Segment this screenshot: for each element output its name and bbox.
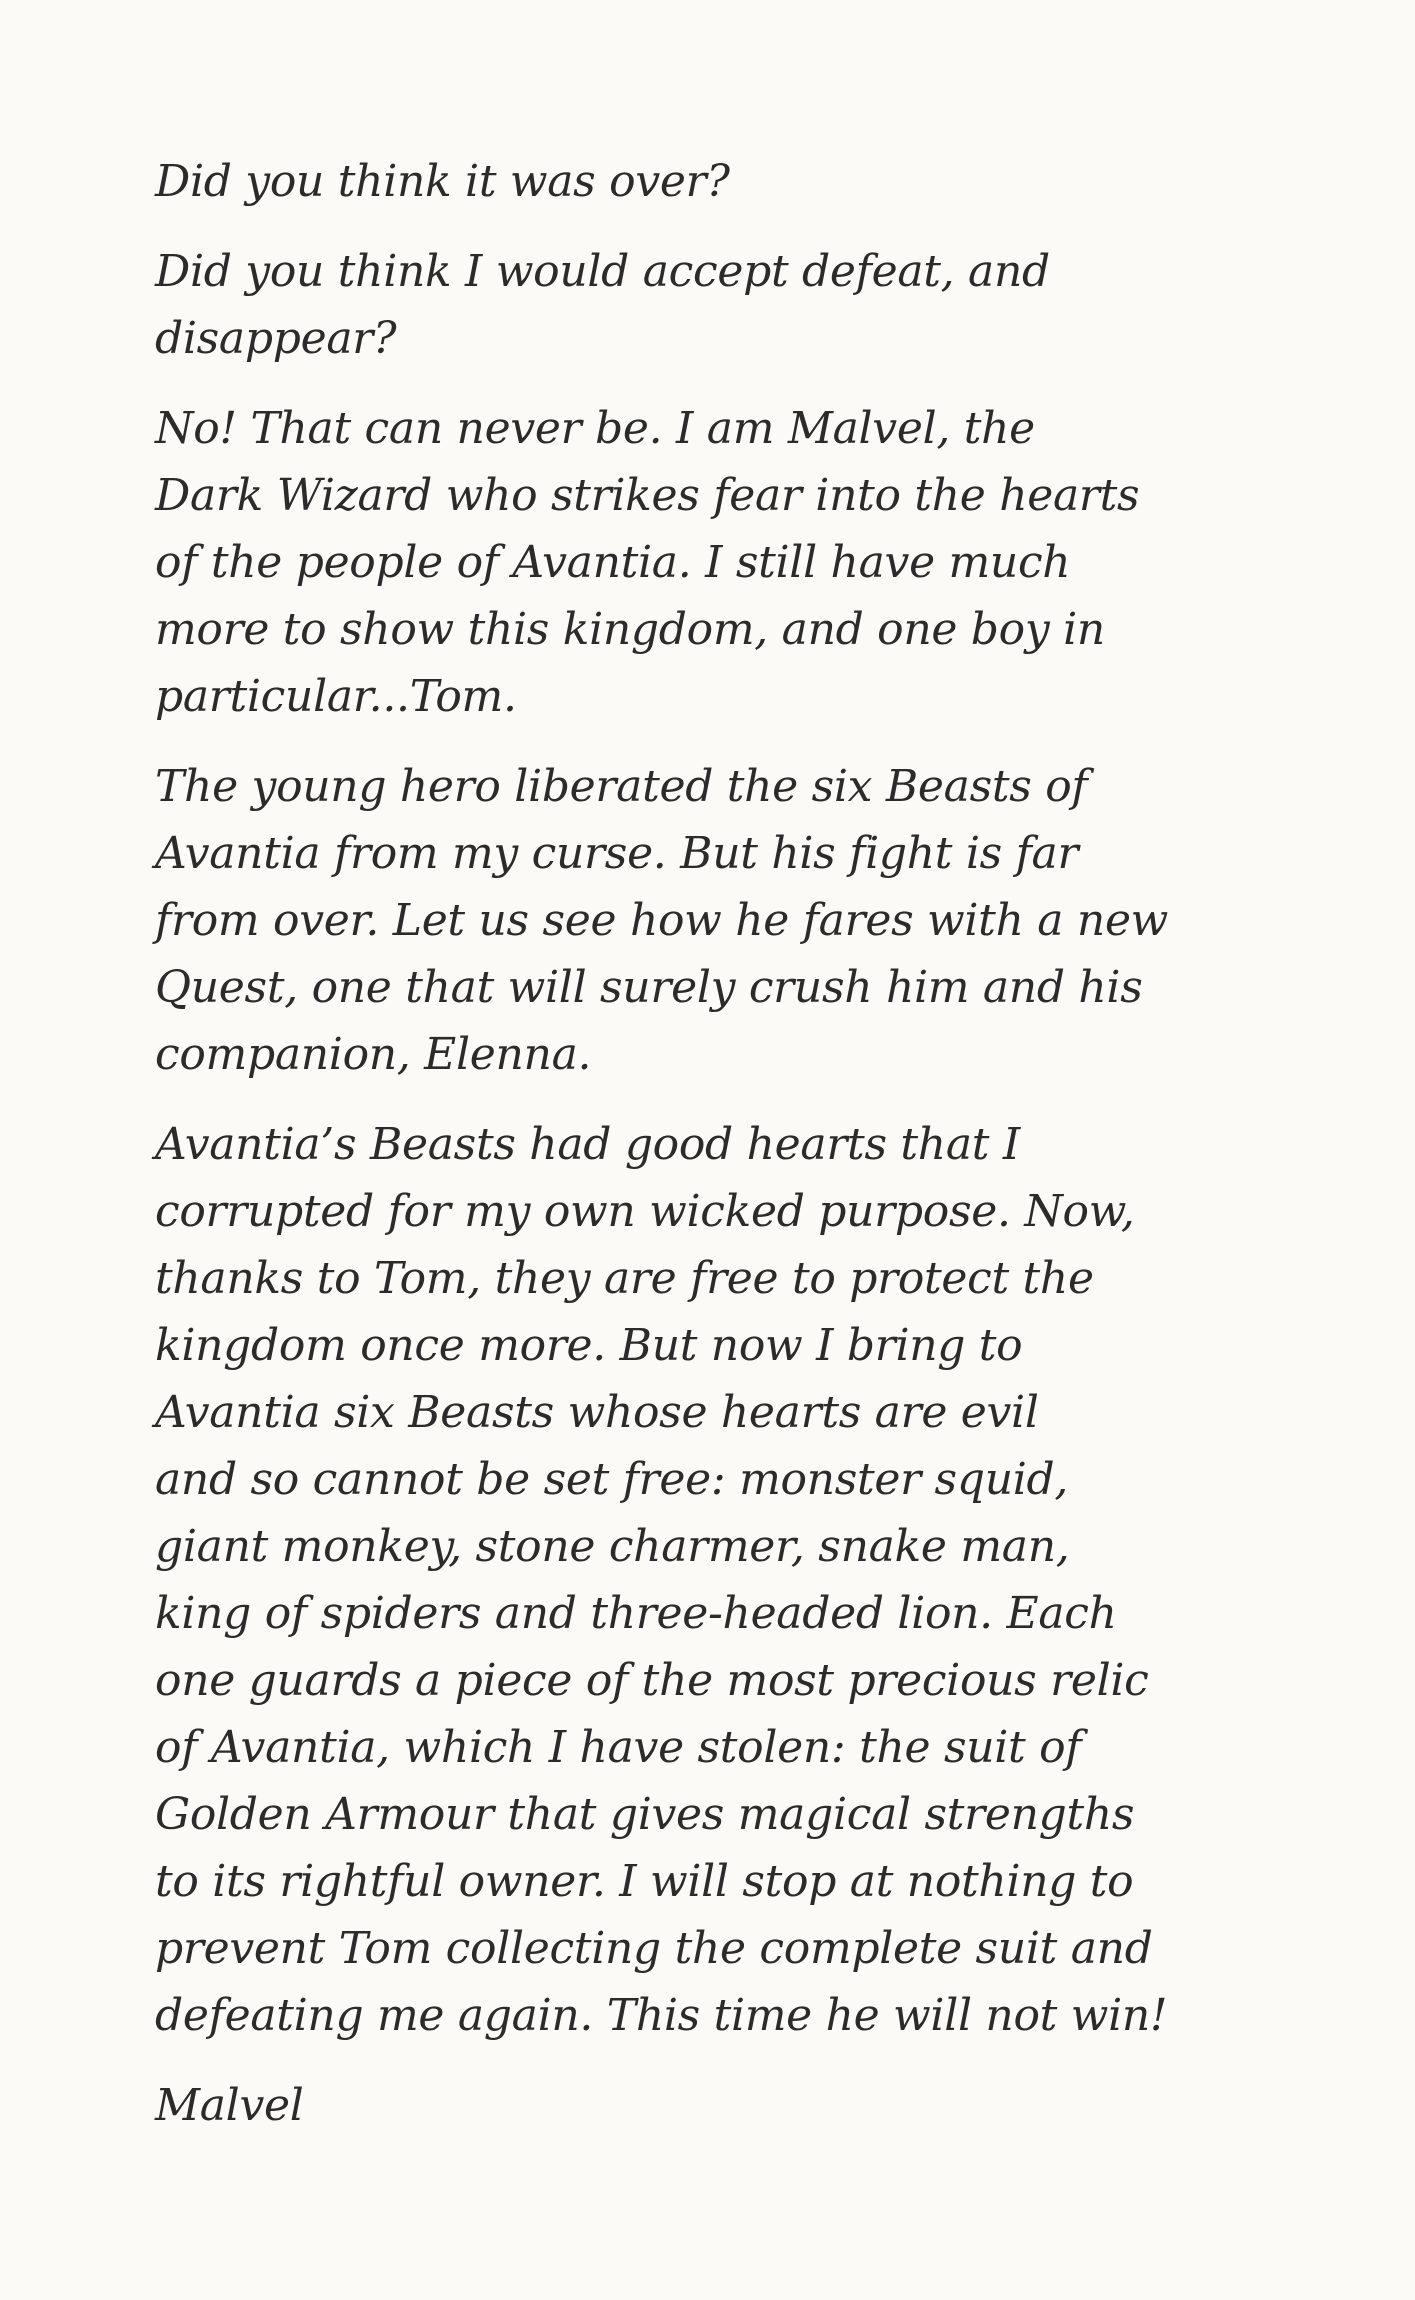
- text-line: particular...Tom.: [155, 671, 517, 722]
- text-line: No! That can never be. I am Malvel, the: [155, 403, 1035, 454]
- text-line: one guards a piece of the most precious relic: [155, 1655, 1149, 1706]
- letter-text: [155, 148, 1305, 2139]
- text-line: of the people of Avantia. I still have much: [155, 537, 1071, 588]
- text-line: kingdom once more. But now I bring to: [155, 1320, 1023, 1371]
- text-line: Avantia’s Beasts had good hearts that I: [155, 1119, 1020, 1170]
- text-line: to its rightful owner. I will stop at nothing to: [155, 1856, 1134, 1907]
- text-line: Quest, one that will surely crush him and his: [155, 962, 1143, 1013]
- text-line: companion, Elenna.: [155, 1029, 592, 1080]
- text-line: prevent Tom collecting the complete suit and: [155, 1923, 1153, 1974]
- text-line: of Avantia, which I have stolen: the suit of: [155, 1722, 1082, 1773]
- paragraph-1: [155, 148, 1305, 215]
- text-line: corrupted for my own wicked purpose. Now,: [155, 1186, 1135, 1237]
- signature-text: Malvel: [155, 2080, 304, 2131]
- text-line: defeating me again. This time he will not win!: [155, 1990, 1168, 2041]
- text-line: The young hero liberated the six Beasts of: [155, 761, 1088, 812]
- text-line: from over. Let us see how he fares with a new: [155, 895, 1169, 946]
- text-line: Golden Armour that gives magical strengths: [155, 1789, 1135, 1840]
- text-line: more to show this kingdom, and one boy in: [155, 604, 1105, 655]
- text-line: Avantia from my curse. But his fight is far: [155, 828, 1079, 879]
- text-line: Dark Wizard who strikes fear into the hearts: [155, 470, 1140, 521]
- text-line: Did you think I would accept defeat, and: [155, 246, 1050, 297]
- paragraph-5: [155, 1111, 1305, 2049]
- paragraph-4: [155, 753, 1305, 1088]
- paragraph-3: [155, 395, 1305, 730]
- text-line: thanks to Tom, they are free to protect the: [155, 1253, 1094, 1304]
- paragraph-2: [155, 238, 1305, 372]
- text-line: and so cannot be set free: monster squid,: [155, 1454, 1069, 1505]
- text-line: Did you think it was over?: [155, 156, 730, 207]
- text-line: giant monkey, stone charmer, snake man,: [155, 1521, 1070, 1572]
- signature: [155, 2072, 1305, 2139]
- text-line: disappear?: [155, 313, 397, 364]
- text-line: king of spiders and three-headed lion. Each: [155, 1588, 1117, 1639]
- text-line: Avantia six Beasts whose hearts are evil: [155, 1387, 1039, 1438]
